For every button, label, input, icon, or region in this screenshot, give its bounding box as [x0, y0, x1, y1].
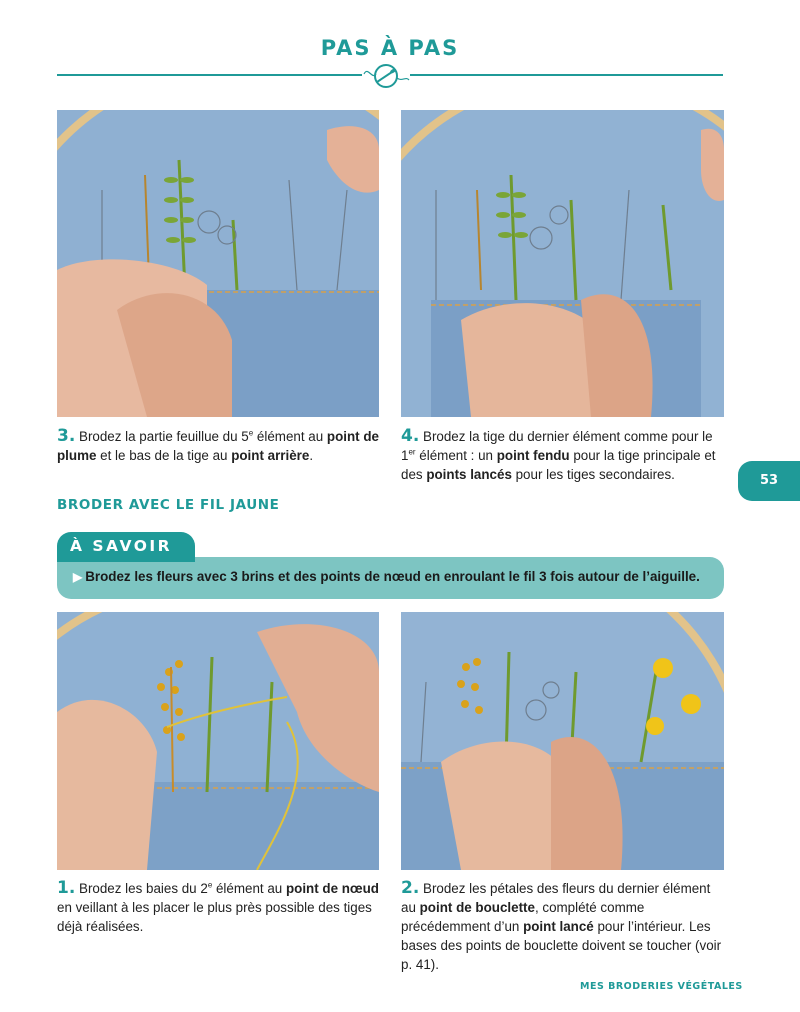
savoir-tab: [57, 532, 195, 562]
savoir-tip: [73, 569, 700, 584]
caption-segment: Brodez les pétales des fleurs du dernier élément au: [401, 881, 711, 915]
caption-segment: pour les tiges secondaires.: [511, 467, 675, 482]
page-number: 53: [738, 461, 800, 501]
stitch-term: point de nœud: [285, 881, 379, 896]
step-photo-4: [401, 110, 724, 417]
caption-segment: Brodez la partie feuilluе du 5: [75, 429, 249, 444]
step-text: [401, 881, 721, 972]
stitch-term: points lancés: [426, 467, 512, 482]
stitch-term: point arrière: [231, 448, 310, 463]
header-rule-right: [410, 74, 723, 76]
caption-segment: .: [309, 448, 314, 463]
stitch-term: point de plume: [57, 429, 379, 463]
caption-segment: e: [207, 880, 213, 890]
caption-segment: élément au: [212, 881, 286, 896]
caption-segment: pour la tige principale et des: [401, 448, 716, 482]
caption-segment: et le bas de la tige au: [96, 448, 232, 463]
step-number: 2.: [401, 878, 420, 898]
caption-segment: en veillant à les placer le plus près possible des tiges déjà réalisées.: [57, 900, 372, 934]
triangle-bullet-icon: ▶: [73, 570, 83, 584]
running-footer: MES BRODERIES VÉGÉTALES: [580, 981, 743, 992]
step-photo-3: [57, 110, 379, 417]
needle-thread-icon: [362, 58, 410, 96]
caption-segment: Brodez les baies du 2: [75, 881, 208, 896]
step-text: [401, 429, 716, 482]
stitch-term: point de bouclette: [419, 900, 535, 915]
step-caption-4: [401, 427, 724, 484]
caption-segment: élément au: [253, 429, 327, 444]
step-caption-3: [57, 427, 379, 465]
step-text: [57, 429, 379, 463]
step-caption-1: [57, 879, 379, 936]
step-text: [57, 881, 379, 934]
caption-segment: Brodez la tige du dernier élément comme pour le 1: [401, 429, 713, 463]
step-number: 1.: [57, 878, 76, 898]
savoir-label: À SAVOIR: [70, 537, 173, 555]
stitch-term: point lancé: [523, 919, 594, 934]
header-rule-left: [57, 74, 362, 76]
caption-segment: e: [248, 428, 254, 438]
caption-segment: er: [408, 447, 416, 457]
step-number: 3.: [57, 426, 76, 446]
stitch-term: point fendu: [496, 448, 570, 463]
step-photo-1: [57, 612, 379, 870]
caption-segment: pour l’intérieur. Les bases des points de bouclette doivent se toucher (voir p. 41).: [401, 919, 722, 972]
caption-segment: , complété comme précédemment d’un: [401, 900, 645, 934]
page-title: PAS À PAS: [320, 36, 460, 60]
caption-segment: élément : un: [415, 448, 497, 463]
savoir-tip-text: Brodez les fleurs avec 3 brins et des points de nœud en enroulant le fil 3 fois autour de l’aiguille.: [85, 569, 700, 584]
step-number: 4.: [401, 426, 420, 446]
step-photo-2: [401, 612, 724, 870]
section-heading: BRODER AVEC LE FIL JAUNE: [57, 497, 280, 513]
step-caption-2: [401, 879, 724, 974]
